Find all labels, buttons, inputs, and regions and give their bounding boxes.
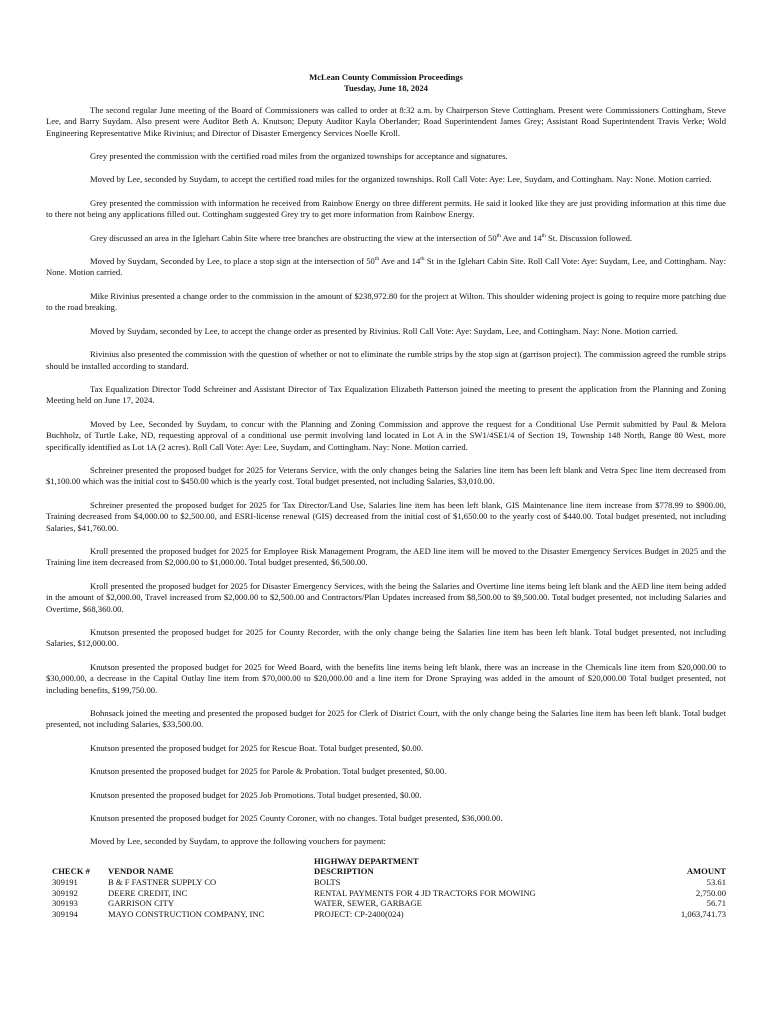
- paragraph-motion: Moved by Lee, seconded by Suydam, to accept the certified road miles for the organized townships. Roll Call Vote: Aye: Lee, Suydam, and Cottingham. Nay: None. Motion carried.: [90, 174, 712, 185]
- description: WATER, SEWER, GARBAGE: [314, 898, 422, 909]
- paragraph-motion: Moved by Suydam, seconded by Lee, to accept the change order as presented by Rivinius. Roll Call Vote: Aye: Suydam, Lee, and Cottingham. Nay: None. Motion carried.: [90, 325, 678, 336]
- table-row: [46, 877, 726, 888]
- amount: 2,750.00: [695, 887, 726, 898]
- paragraph-budget: Schreiner presented the proposed budget for 2025 for Tax Director/Land Use, Salaries line item has been left blank, GIS Maintenance line item increase from $778.99 to $900.00, Training decreased from $4,000.00 to $2,500.00, and ESRI-license renewal (GIS) decreased from the initial cost of $1,650.00 to the yearly cost of $440.00. Total budget presented, not including Salaries, $41,760.00.: [46, 499, 726, 533]
- vendor-name: B & F FASTNER SUPPLY CO: [108, 877, 217, 888]
- paragraph-budget: Knutson presented the proposed budget for 2025 for Parole & Probation. Total budget presented, $0.00.: [90, 766, 447, 777]
- paragraph-call-to-order: The second regular June meeting of the Board of Commissioners was called to order at 8:32 a.m. by Chairperson Steve Cottingham. Present were Commissioners Cottingham, Steve Lee, and Barry Suydam. Also present were Auditor Beth A. Knutson; Deputy Auditor Kayla Oberlander; Road Superintendent James Grey; Assistant Road Superintendent Travis Verke; Wold Engineering Representative Mike Rivinius; and Director of Disaster Emergency Services Noelle Kroll.: [46, 104, 726, 138]
- check-number: 309193: [52, 898, 78, 909]
- paragraph: Mike Rivinius presented a change order to the commission in the amount of $238,972.80 for the project at Wilton. This shoulder widening project is going to require more patching due to the road breaking.: [46, 290, 726, 313]
- paragraph-budget: Knutson presented the proposed budget for 2025 for Rescue Boat. Total budget presented, $0.00.: [90, 742, 424, 753]
- paragraph-budget: Schreiner presented the proposed budget for 2025 for Veterans Service, with the only changes being the Salaries line item has been left blank and Vetra Spec line item decreased from $1,100.00 which was the initial cost to $450.00 which is the yearly cost. Total budget presented, not including Salaries, $3,010.00.: [46, 464, 726, 487]
- meeting-date: Tuesday, June 18, 2024: [344, 83, 428, 94]
- document-page: [46, 72, 726, 919]
- amount: 53.61: [706, 877, 726, 888]
- paragraph-budget: Bohnsack joined the meeting and presented the proposed budget for 2025 for Clerk of District Court, with the only change being the Salaries line item has been left blank. Total budget presented, not including Salaries, $33,500.00.: [46, 708, 726, 730]
- paragraph-budget: Knutson presented the proposed budget for 2025 for County Recorder, with the only change being the Salaries line item has been left blank. Total budget presented, not including Salaries, $12,000.00.: [46, 627, 726, 649]
- table-row: [46, 888, 726, 899]
- description: BOLTS: [314, 877, 341, 888]
- amount: 56.71: [706, 898, 726, 909]
- table-row: [46, 909, 726, 920]
- paragraph-motion: Moved by Suydam, Seconded by Lee, to place a stop sign at the intersection of 50th Ave and 14th St in the Iglehart Cabin Site. Roll Call Vote: Aye: Suydam, Lee, and Cottingham. Nay: None. Motion carried.: [46, 256, 726, 278]
- description: PROJECT: CP-2400(024): [314, 908, 404, 919]
- column-header-amount: AMOUNT: [686, 866, 726, 877]
- paragraph: Grey discussed an area in the Iglehart Cabin Site where tree branches are obstructing the view at the intersection of 50th Ave and 14th St. Discussion followed.: [90, 232, 633, 243]
- column-header-check: CHECK #: [52, 866, 90, 877]
- paragraph-motion: Moved by Lee, Seconded by Suydam, to concur with the Planning and Zoning Commission and approve the request for a Conditional Use Permit submitted by Paul & Melora Buchholz, of Turtle Lake, ND, requesting approval of a conditional use permit involving land located in Lot A in the SW1/4SE1/4 of Section 19, Township 148 North, Range 80 West, more specifically identified as Lot 1A (2 acres). Roll Call Vote: Aye: Lee, Suydam, and Cottingham. Nay: None. Motion carried.: [46, 418, 726, 452]
- voucher-header-row: [46, 856, 726, 877]
- paragraph: Grey presented the commission with the certified road miles from the organized townships for acceptance and signatures.: [90, 151, 508, 162]
- vendor-name: GARRISON CITY: [108, 898, 175, 909]
- paragraph-motion: Moved by Lee, seconded by Suydam, to approve the following vouchers for payment:: [90, 836, 386, 847]
- column-header-description: HIGHWAY DEPARTMENT DESCRIPTION: [308, 856, 608, 877]
- vendor-name: MAYO CONSTRUCTION COMPANY, INC: [108, 908, 265, 919]
- amount: 1,063,741.73: [680, 908, 726, 919]
- table-row: [46, 898, 726, 909]
- paragraph-budget: Kroll presented the proposed budget for 2025 for Employee Risk Management Program, the AED line item will be moved to the Disaster Emergency Services Budget in 2025 and the Training line item decreased from $2,000.00 to $1,000.00. Total budget presented, $6,500.00.: [46, 545, 726, 568]
- voucher-table: [46, 856, 726, 920]
- description: RENTAL PAYMENTS FOR 4 JD TRACTORS FOR MOWING: [314, 887, 536, 898]
- paragraph-budget: Knutson presented the proposed budget for 2025 Job Promotions. Total budget presented, $0.00.: [90, 789, 422, 800]
- paragraph-budget: Knutson presented the proposed budget for 2025 County Coroner, with no changes. Total budget presented, $36,000.00.: [90, 813, 503, 824]
- check-number: 309192: [52, 887, 78, 898]
- vendor-name: DEERE CREDIT, INC: [108, 887, 188, 898]
- paragraph: Rivinius also presented the commission with the question of whether or not to eliminate the rumble strips by the stop sign at (garrison project). The commission agreed the rumble strips should be installed according to standard.: [46, 349, 726, 371]
- section-heading: HIGHWAY DEPARTMENT: [314, 855, 419, 866]
- check-number: 309191: [52, 877, 78, 888]
- paragraph: Tax Equalization Director Todd Schreiner and Assistant Director of Tax Equalization Elizabeth Patterson joined the meeting to present the application from the Planning and Zoning Meeting held on June 17, 2024.: [46, 383, 726, 406]
- document-title: McLean County Commission Proceedings: [309, 72, 463, 82]
- paragraph-budget: Kroll presented the proposed budget for 2025 for Disaster Emergency Services, with the being the Salaries and Overtime line items being left blank and the AED line item being added in the amount of $2,000.00, Travel increased from $2,000.00 to $2,500.00 and Contractors/Plan Updates increased from $8,500.00 to $9,500.00. Total budget presented, not including Salaries and Overtime, $68,360.00.: [46, 580, 726, 614]
- paragraph-budget: Knutson presented the proposed budget for 2025 for Weed Board, with the benefits line items being left blank, there was an increase in the Chemicals line item from $20,000.00 to $30,000.00, a decrease in the Capital Outlay line item from $70,000.00 to $20,000.00 and a line item for Drone Spraying was added in the amount of $20,000.00 Total budget presented, not including benefits, $199,750.00.: [46, 661, 726, 695]
- paragraph: Grey presented the commission with information he received from Rainbow Energy on three different permits. He said it looked like they are just providing information at this time due to there not being any applications filled out. Cottingham suggested Grey try to get more information from Rainbow Energy.: [46, 197, 726, 220]
- column-header-vendor: VENDOR NAME: [108, 866, 174, 877]
- check-number: 309194: [52, 908, 78, 919]
